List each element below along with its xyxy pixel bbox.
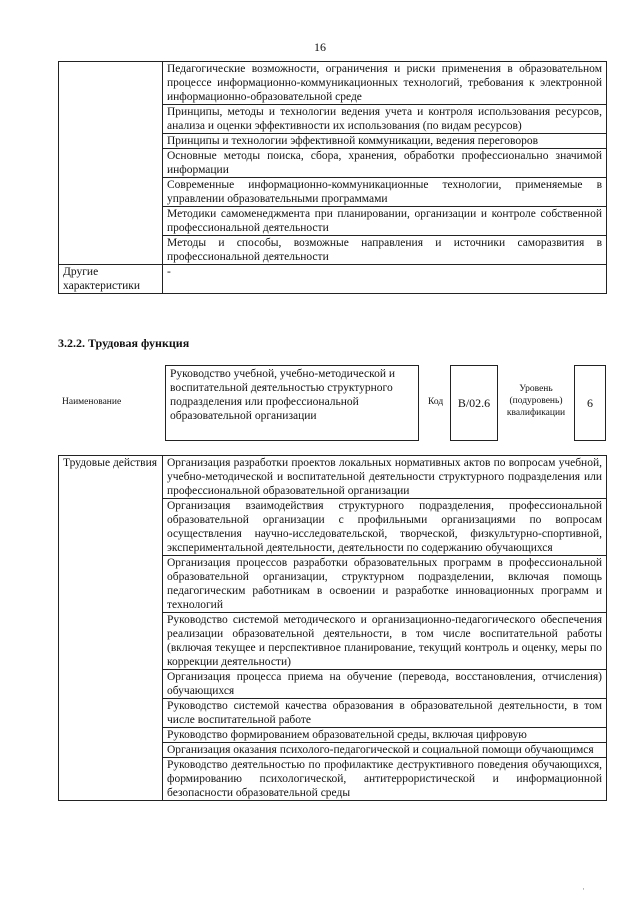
knowledge-table (58, 61, 607, 294)
table-cell: Организация процесса приема на обучение (перевода, восстановления, отчисления) обучающихся (163, 670, 607, 699)
labor-actions-table (58, 455, 607, 801)
table-row (59, 456, 607, 499)
table-row (59, 265, 607, 294)
labor-actions-label: Трудовые действия (59, 456, 163, 801)
table-cell: Принципы и технологии эффективной коммуникации, ведения переговоров (163, 134, 607, 149)
table-cell: Организация процессов разработки образовательных программ в профессиональной образовательной организации, структурном подразделении, включая помощь педагогическим работникам в освоении и разработке инновационных программ и технологий (163, 556, 607, 613)
label-cell (59, 62, 163, 265)
table-cell: Руководство формированием образовательной среды, включая цифровую (163, 728, 607, 743)
function-code: B/02.6 (450, 365, 498, 441)
table-cell: Методы и способы, возможные направления и источники саморазвития в профессиональной деятельности (163, 236, 607, 265)
table-cell: Методики самоменеджмента при планировании, организации и контроле собственной профессиональной деятельности (163, 207, 607, 236)
table-cell: Организация разработки проектов локальных нормативных актов по вопросам учебной, учебно-методической и воспитательной деятельности структурного подразделения или профессиональной образовательной организации (163, 456, 607, 499)
table-cell: Руководство деятельностью по профилактике деструктивного поведения обучающихся, формированию психологической, антитеррористической и информационной безопасности образовательной среды (163, 758, 607, 801)
table-cell: Организация оказания психолого-педагогической и социальной помощи обучающимся (163, 743, 607, 758)
code-label: Код (428, 397, 444, 407)
table-cell: Руководство системой методического и организационно-педагогического обеспечения реализации образовательной деятельности, в том числе воспитательной работы (включая текущее и перспективное планирование, текущий контроль и оценку, меры по коррекции деятельности) (163, 613, 607, 670)
table-cell: Современные информационно-коммуникационные технологии, применяемые в управлении образовательными программами (163, 178, 607, 207)
table-cell: Организация взаимодействия структурного подразделения, профессиональной образовательной организации с профильными организациями по вопросам осуществления научно-исследовательской, творческой, физкультурно-спортивной, экспериментальной деятельности, деятельности по содержанию обучающихся (163, 499, 607, 556)
table-cell: Педагогические возможности, ограничения и риски применения в образовательном процессе информационно-коммуникационных технологий, требования к электронной информационно-образовательной среде (163, 62, 607, 105)
table-cell: Основные методы поиска, сбора, хранения, обработки профессионально значимой информации (163, 149, 607, 178)
section-heading: 3.2.2. Трудовая функция (58, 336, 190, 350)
page-number: 16 (314, 40, 326, 54)
table-cell: Руководство системой качества образования в образовательной деятельности, в том числе воспитательной работе (163, 699, 607, 728)
other-characteristics-label: Другие характеристики (59, 265, 163, 294)
function-name: Руководство учебной, учебно-методической и воспитательной деятельностью структурного подразделения или профессиональной образовательной организации (165, 365, 419, 441)
table-cell: Принципы, методы и технологии ведения учета и контроля использования ресурсов, анализа и оценки эффективности их использования (по видам ресурсов) (163, 105, 607, 134)
table-row (59, 62, 607, 105)
name-label: Наименование (62, 397, 122, 407)
other-characteristics-value: - (163, 265, 607, 294)
function-header (58, 365, 606, 443)
level-label: Уровень (подуровень) квалификации (506, 384, 566, 418)
qualification-level: 6 (574, 365, 606, 441)
footer-mark: · (582, 884, 585, 894)
